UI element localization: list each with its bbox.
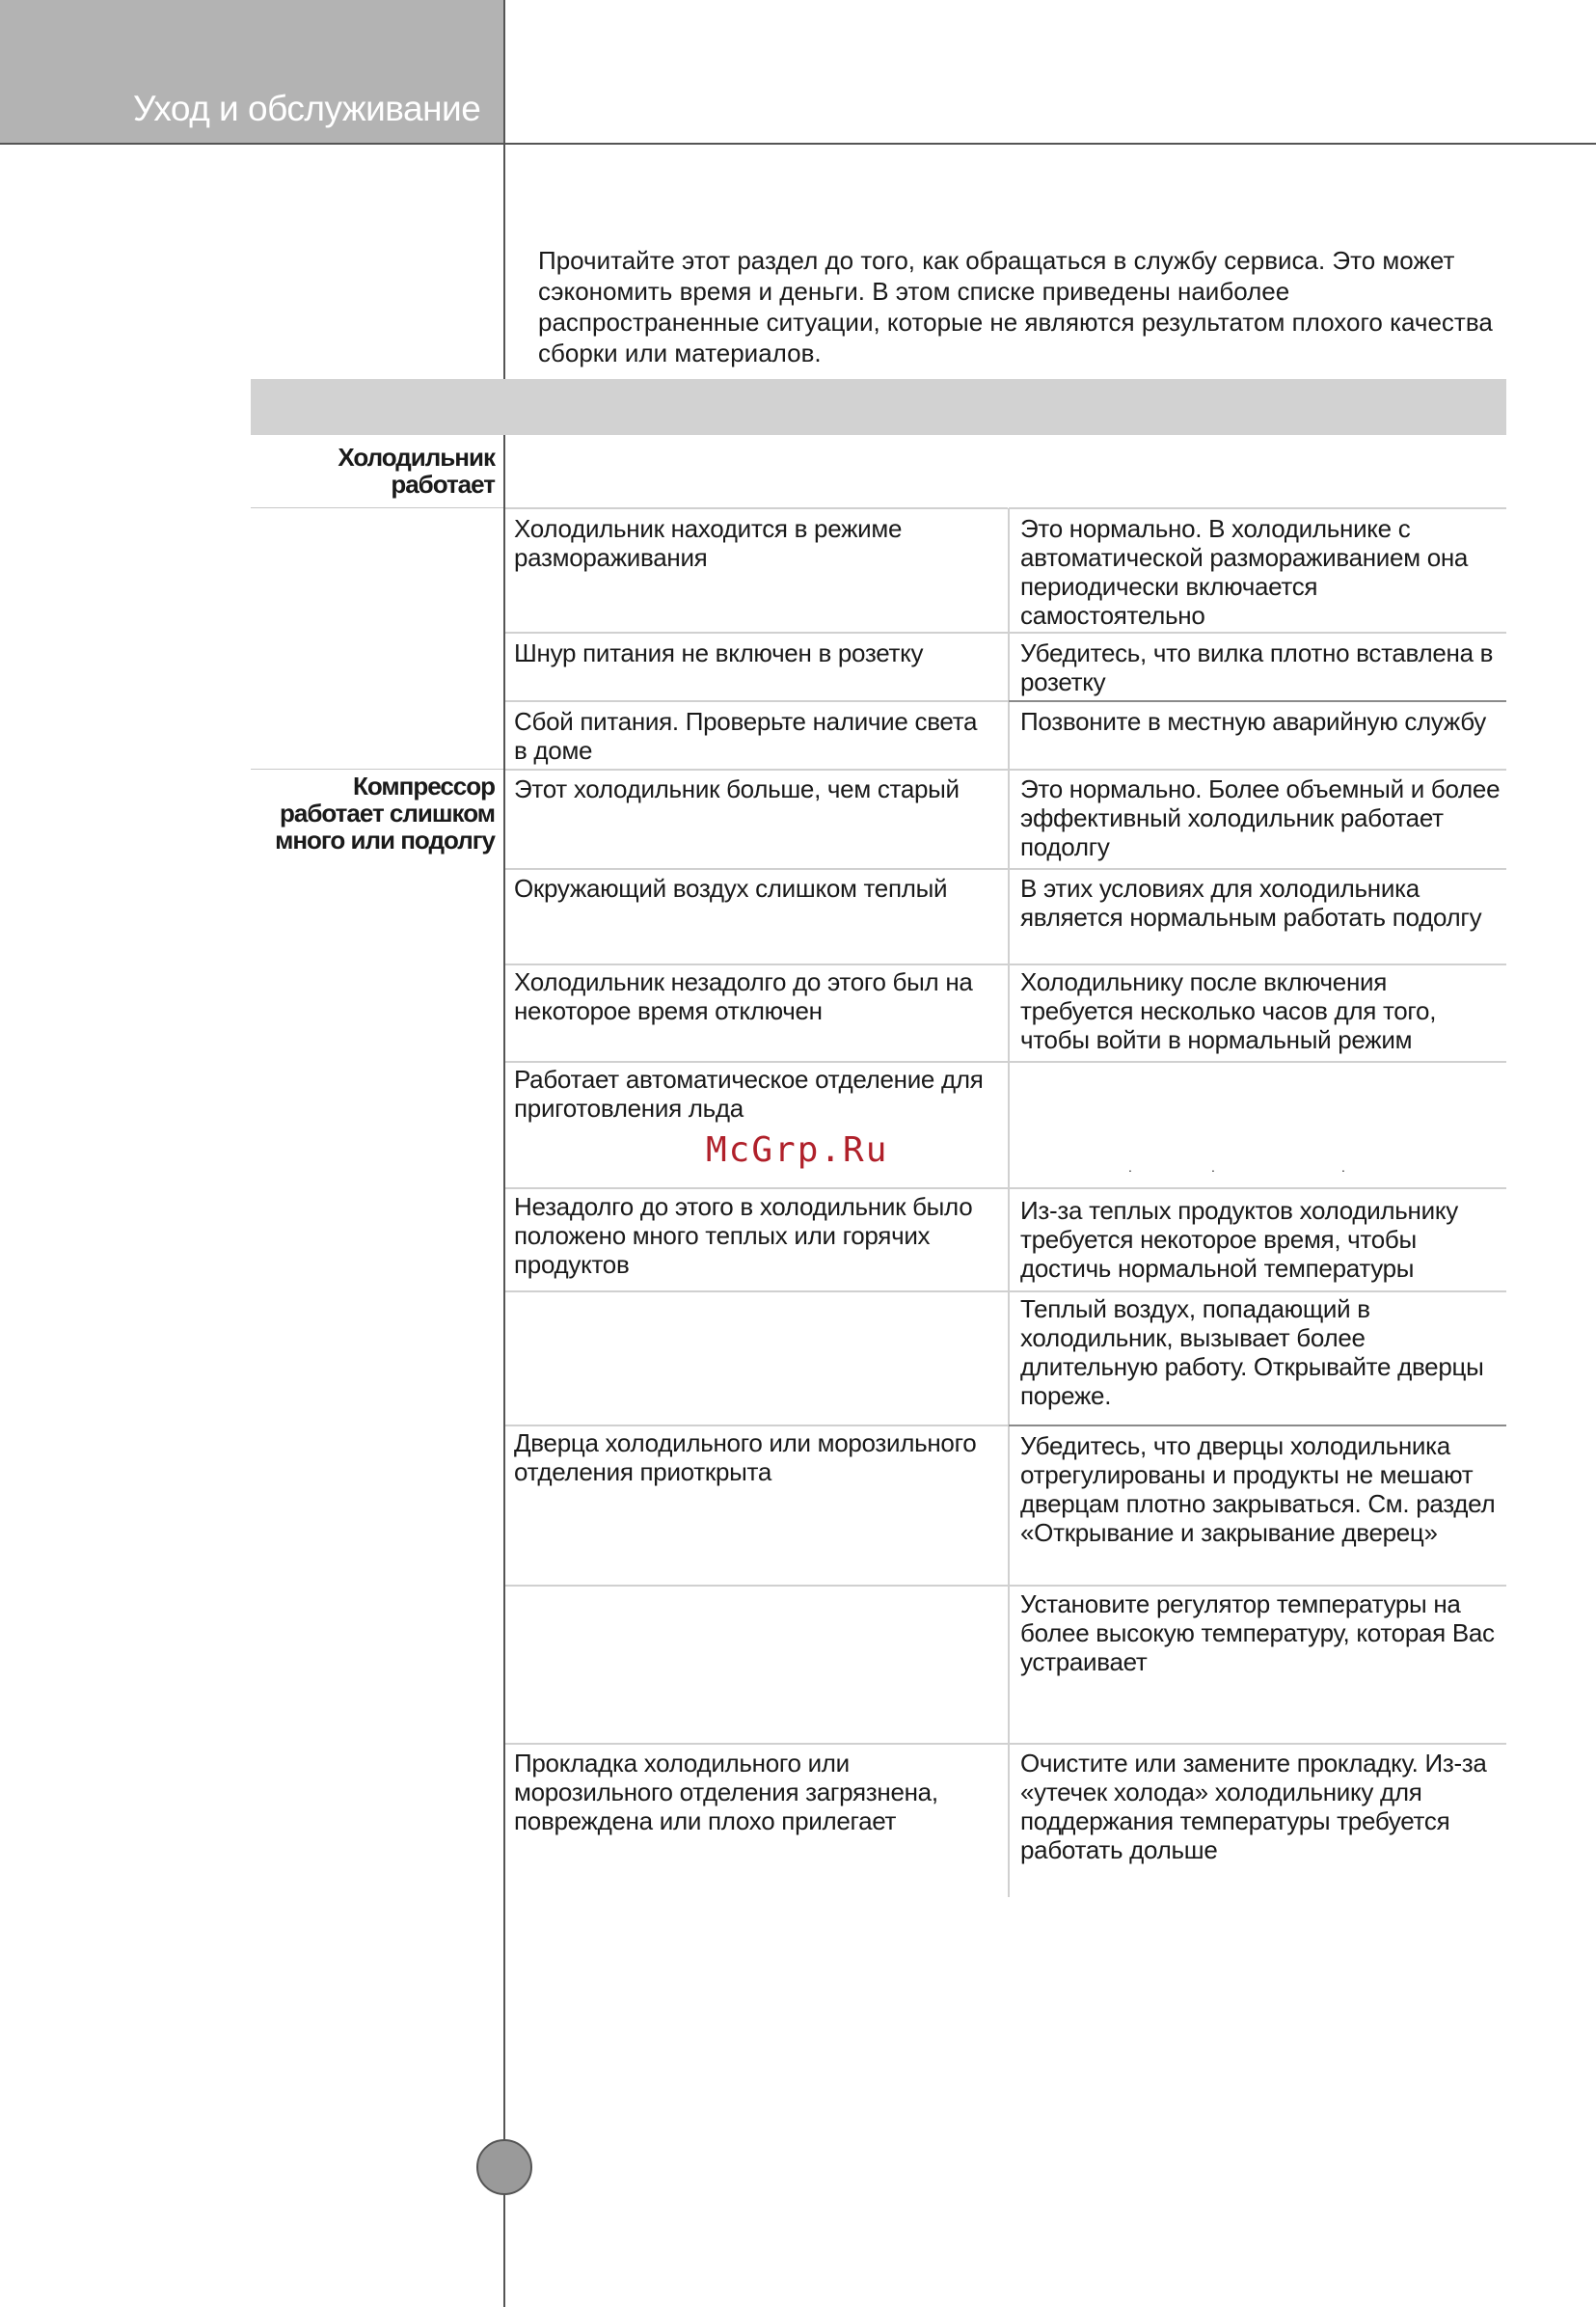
- category-refrigerator-works: Холодильник работает: [338, 443, 495, 499]
- solution-cell: Убедитесь, что дверцы холодильника отрегулированы и продукты не мешают дверцам плотно закрываться. См. раздел «Открывание и закрывание дверец»: [1020, 1431, 1496, 1547]
- dot-mark: .: [1128, 1159, 1132, 1175]
- watermark: McGrp.Ru: [706, 1130, 889, 1170]
- row-rule: [1009, 700, 1506, 702]
- solution-cell: Это нормально. В холодильнике с автоматической размораживанием она периодически включается самостоятельно: [1020, 514, 1469, 630]
- dot-mark: .: [1211, 1159, 1215, 1175]
- solution-cell: Позвоните в местную аварийную службу: [1020, 707, 1486, 736]
- row-rule: [505, 964, 1008, 965]
- row-rule: [1009, 868, 1506, 870]
- header-rule: [0, 143, 1596, 145]
- cause-cell: Сбой питания. Проверьте наличие света в доме: [514, 707, 978, 765]
- row-rule: [1009, 769, 1506, 771]
- cause-cell: Дверца холодильного или морозильного отделения приоткрыта: [514, 1428, 977, 1486]
- table-header-band: [251, 379, 1506, 435]
- solution-cell: Установите регулятор температуры на более высокую температуру, которая Вас устраивает: [1020, 1589, 1495, 1676]
- cause-cell: Работает автоматическое отделение для приготовления льда: [514, 1065, 984, 1123]
- cause-cell: Окружающий воздух слишком теплый: [514, 874, 948, 903]
- solution-cell: Это нормально. Более объемный и более эффективный холодильник работает подолгу: [1020, 774, 1501, 861]
- solution-cell: Очистите или замените прокладку. Из-за «утечек холода» холодильнику для поддержания температуры требуется работать дольше: [1020, 1749, 1487, 1864]
- row-rule: [505, 700, 1008, 702]
- row-rule: [1009, 632, 1506, 634]
- category-rule: [251, 769, 503, 770]
- row-rule: [505, 632, 1008, 634]
- row-rule: [505, 507, 1008, 509]
- cause-cell: Шнур питания не включен в розетку: [514, 638, 924, 667]
- intro-paragraph: Прочитайте этот раздел до того, как обращаться в службу сервиса. Это может сэкономить время и деньги. В этом списке приведены наиболее распространенные ситуации, которые не являются результатом плохого качества сборки или материалов.: [538, 246, 1493, 367]
- row-rule: [505, 1585, 1008, 1587]
- cause-cell: Незадолго до этого в холодильник было положено много теплых или горячих продуктов: [514, 1192, 973, 1279]
- solution-cell: Теплый воздух, попадающий в холодильник, вызывает более длительную работу. Открывайте дверцы пореже.: [1020, 1294, 1484, 1410]
- row-rule: [1009, 1425, 1506, 1426]
- cause-cell: Холодильник незадолго до этого был на некоторое время отключен: [514, 967, 973, 1025]
- cause-cell: Холодильник находится в режиме размораживания: [514, 514, 903, 572]
- row-rule: [1009, 1061, 1506, 1063]
- cause-cell: Этот холодильник больше, чем старый: [514, 774, 960, 803]
- dot-mark: .: [1341, 1159, 1345, 1175]
- row-rule: [1009, 1743, 1506, 1745]
- section-title: Уход и обслуживание: [133, 89, 481, 128]
- row-rule: [1009, 964, 1506, 965]
- solution-cell: Холодильнику после включения требуется несколько часов для того, чтобы войти в нормальный режим: [1020, 967, 1437, 1054]
- row-rule: [505, 1187, 1008, 1189]
- row-rule: [505, 1425, 1008, 1426]
- solution-cell: В этих условиях для холодильника является нормальным работать подолгу: [1020, 874, 1482, 932]
- row-rule: [505, 1061, 1008, 1063]
- row-rule: [505, 769, 1008, 771]
- row-rule: [505, 1743, 1008, 1745]
- category-rule: [251, 507, 503, 508]
- row-rule: [1009, 1290, 1506, 1292]
- row-rule: [1009, 1585, 1506, 1587]
- vertical-divider: [503, 0, 505, 2307]
- solution-cell: Из-за теплых продуктов холодильнику требуется некоторое время, чтобы достичь нормальной температуры: [1020, 1196, 1458, 1283]
- row-rule: [505, 1290, 1008, 1292]
- row-rule: [1009, 507, 1506, 509]
- category-compressor-runs-long: Компрессор работает слишком много или подолгу: [275, 772, 495, 855]
- page-number-marker: [476, 2139, 532, 2195]
- column-separator: [1008, 508, 1010, 1897]
- solution-cell: Убедитесь, что вилка плотно вставлена в розетку: [1020, 638, 1494, 696]
- row-rule: [1009, 1187, 1506, 1189]
- row-rule: [505, 868, 1008, 870]
- cause-cell: Прокладка холодильного или морозильного отделения загрязнена, повреждена или плохо прилегает: [514, 1749, 938, 1835]
